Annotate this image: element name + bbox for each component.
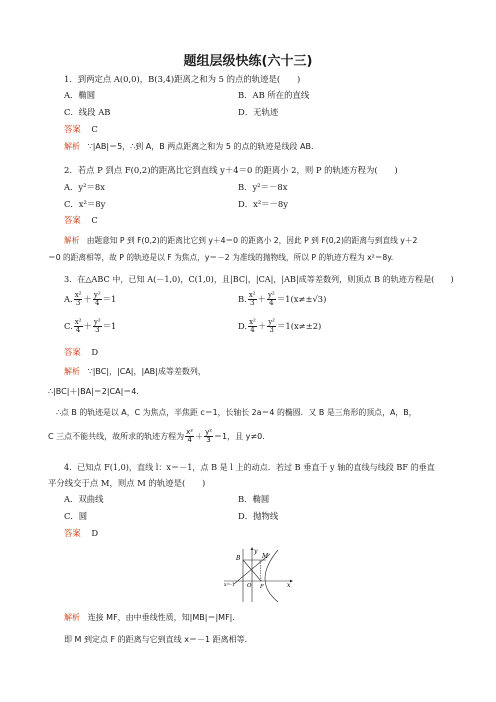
denominator: 3 xyxy=(269,326,274,334)
explanation-label: 解析 xyxy=(64,613,80,622)
explanation-text: 由题意知 P 到 F(0,2)的距离比它到 y＋4＝0 的距离小 2，因此 P 到 F(0,2)的距离与到直线 y＋2 xyxy=(86,236,418,245)
denominator: 3 xyxy=(206,436,211,444)
numerator: y² xyxy=(93,291,101,299)
answer-value: D xyxy=(91,347,99,357)
fraction xyxy=(267,319,276,334)
label-b: B xyxy=(236,555,241,562)
q2-option-b: B．y²＝－8x xyxy=(238,182,288,192)
q3-option-a xyxy=(64,291,116,307)
segment-mf xyxy=(260,560,261,581)
equation-tail: ＝1(x≠±2) xyxy=(276,321,322,331)
numerator: x² xyxy=(186,428,194,436)
equation-tail: ＝1 xyxy=(102,321,117,331)
q4-stem-line-2: 平分线交于点 M，则点 M 的轨迹是( ) xyxy=(48,478,206,488)
x-axis-arrow-icon xyxy=(290,580,293,583)
numerator: y² xyxy=(93,318,101,326)
label-y: y xyxy=(254,548,258,555)
equation-tail: ＝1 xyxy=(102,294,117,304)
answer-label: 答案 xyxy=(64,347,81,357)
denominator: 3 xyxy=(249,299,255,307)
operator: ＋ xyxy=(83,321,92,331)
q1-stem: 1．到两定点 A(0,0)，B(3,4)距离之和为 5 的点的轨迹是( ) xyxy=(64,74,301,84)
label-o: O xyxy=(247,583,252,589)
q3-stem: 3．在△ABC 中，已知 A(－1,0)，C(1,0)，且|BC|，|CA|，|AB|成等差数列，则顶点 B 的轨迹方程是( ) xyxy=(64,274,454,284)
equation-tail: ＝1(x≠±√3) xyxy=(276,294,327,304)
q2-explanation-line-2: ＝0 的距离相等，故 P 的轨迹是以 F 为焦点，y＝－2 为准线的抛物线，所以 P 的轨迹方程为 x²＝8y. xyxy=(48,253,394,262)
numerator: x² xyxy=(249,318,256,326)
answer-value: C xyxy=(91,215,98,225)
q4-option-b: B．椭圆 xyxy=(238,494,270,504)
q2-option-c: C．x²＝8y xyxy=(64,199,106,209)
q3-explanation-line-1 xyxy=(64,366,206,377)
denominator: 4 xyxy=(269,299,274,307)
q4-option-a: A．双曲线 xyxy=(64,494,104,504)
q3-explanation-line-2: ∴|BC|＋|BA|＝2|CA|＝4. xyxy=(48,387,139,396)
q2-explanation-line-1 xyxy=(64,235,417,246)
q2-stem: 2．若点 P 到点 F(0,2)的距离比它到直线 y＋4＝0 的距离小 2，则 P 的轨迹方程为( ) xyxy=(64,165,398,175)
numerator: x² xyxy=(74,318,82,326)
q1-option-d: D．无轨迹 xyxy=(238,107,279,117)
operator: ＋ xyxy=(257,321,267,331)
denominator: 4 xyxy=(187,436,192,444)
q2-option-a: A．y²＝8x xyxy=(64,182,105,192)
fraction xyxy=(74,319,83,334)
page-title: 题组层级快练(六十三) xyxy=(183,54,313,69)
q4-explanation-line-2: 即 M 到定点 F 的距离与它到直线 x＝－1 距离相等． xyxy=(64,635,253,644)
q2-answer xyxy=(64,215,98,226)
explanation-label: 解析 xyxy=(64,142,80,151)
answer-label: 答案 xyxy=(64,215,81,225)
q3-option-b xyxy=(238,291,326,307)
q1-option-c: C．线段 AB xyxy=(64,107,111,117)
q3-option-c xyxy=(64,318,116,334)
denominator: 4 xyxy=(75,326,81,334)
q2-option-d: D．x²＝－8y xyxy=(238,199,288,209)
option-letter: A. xyxy=(64,294,73,304)
operator: ＋ xyxy=(257,294,266,304)
q3-explanation-line-4 xyxy=(48,429,265,445)
explanation-text: ∵|BC|，|CA|，|AB|成等差数列， xyxy=(87,367,206,376)
answer-value: D xyxy=(91,528,99,538)
fraction xyxy=(248,292,257,307)
q1-option-b: B．AB 所在的直线 xyxy=(238,90,310,100)
q3-explanation-line-3: ∴点 B 的轨迹是以 A，C 为焦点，半焦距 c＝1，长轴长 2a＝4 的椭圆．又 B 是三角形的顶点，A，B， xyxy=(56,408,417,417)
y-axis-arrow-icon xyxy=(251,547,254,550)
operator: ＋ xyxy=(195,432,204,441)
operator: ＋ xyxy=(83,294,92,304)
numerator: y² xyxy=(268,318,275,326)
explanation-label: 解析 xyxy=(64,236,80,245)
fraction xyxy=(248,319,257,334)
fraction xyxy=(204,429,213,444)
explanation-label: 解析 xyxy=(64,367,80,376)
q4-option-d: D．抛物线 xyxy=(238,511,279,521)
fraction xyxy=(267,292,276,307)
explanation-text: ∵|AB|＝5，∴到 A，B 两点距离之和为 5 的点的轨迹是线段 AB. xyxy=(87,142,314,151)
label-directrix: x=-1 xyxy=(224,583,235,588)
answer-label: 答案 xyxy=(64,124,81,134)
explanation-text: 连接 MF，由中垂线性质，知|MB|＝|MF|. xyxy=(87,613,235,622)
q4-option-c: C．圆 xyxy=(64,511,88,521)
numerator: x² xyxy=(74,291,82,299)
fraction xyxy=(185,429,194,444)
q4-stem-line-1: 4．已知点 F(1,0)，直线 l：x＝－1，点 B 是 l 上的动点．若过 B 垂直于 y 轴的直线与线段 BF 的垂直 xyxy=(64,462,435,472)
q4-explanation-line-1 xyxy=(64,612,235,623)
label-m: M xyxy=(262,553,269,560)
label-x: x xyxy=(287,582,291,589)
option-letter: C. xyxy=(64,321,73,331)
denominator: 3 xyxy=(95,326,100,334)
option-letter: B. xyxy=(238,294,247,304)
fraction xyxy=(74,292,83,307)
denominator: 3 xyxy=(75,299,81,307)
numerator: y² xyxy=(267,291,275,299)
q1-option-a: A．椭圆 xyxy=(64,90,96,100)
denominator: 4 xyxy=(250,326,255,334)
answer-value: C xyxy=(91,124,98,134)
q1-explanation xyxy=(64,141,314,152)
q1-answer xyxy=(64,124,98,135)
parabola-locus-figure xyxy=(222,546,294,604)
numerator: x² xyxy=(248,291,256,299)
q3-option-d xyxy=(238,318,321,334)
label-f: F xyxy=(260,584,264,590)
denominator: 4 xyxy=(95,299,100,307)
q3-answer xyxy=(64,347,98,358)
numerator: y² xyxy=(205,428,213,436)
fraction xyxy=(93,319,102,334)
option-letter: D. xyxy=(238,321,248,331)
answer-label: 答案 xyxy=(64,528,81,538)
fraction xyxy=(93,292,102,307)
q4-answer xyxy=(64,528,98,539)
explanation-text: ＝1，且 y≠0. xyxy=(214,432,265,441)
explanation-text: C 三点不能共线，故所求的轨迹方程为 xyxy=(48,432,185,441)
